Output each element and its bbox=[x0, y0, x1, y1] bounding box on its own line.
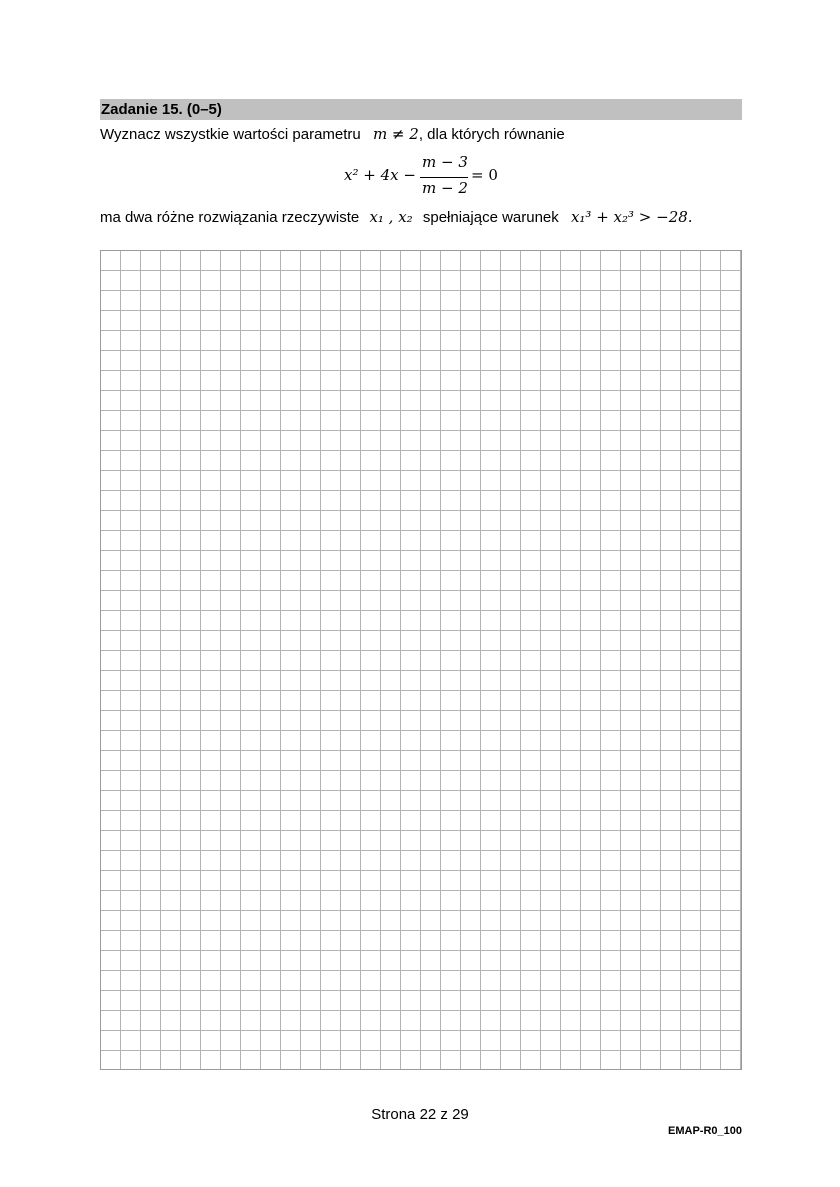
inequality: x₁³ + x₂³ > −28. bbox=[570, 208, 693, 226]
equation-numerator: m − 3 bbox=[422, 153, 468, 171]
page-number: Strona 22 z 29 bbox=[371, 1106, 469, 1123]
condition-text-before: ma dwa różne rozwiązania rzeczywiste bbox=[100, 209, 360, 226]
fraction-bar bbox=[420, 177, 468, 178]
equation-right: = 0 bbox=[471, 166, 498, 184]
task-intro-line bbox=[100, 125, 565, 143]
equation-denominator: m − 2 bbox=[422, 179, 468, 197]
parameter-condition: m ≠ 2 bbox=[372, 125, 419, 143]
exam-code: EMAP-R0_100 bbox=[668, 1125, 742, 1137]
roots: x₁ , x₂ bbox=[369, 208, 413, 226]
task-condition-line bbox=[100, 208, 693, 226]
task-title: Zadanie 15. (0–5) bbox=[100, 99, 742, 120]
condition-text-middle: spełniające warunek bbox=[422, 209, 559, 226]
answer-grid[interactable] bbox=[100, 250, 742, 1070]
intro-text-after: , dla których równanie bbox=[418, 126, 565, 143]
equation-left: x² + 4x − bbox=[344, 166, 416, 184]
intro-text-before: Wyznacz wszystkie wartości parametru bbox=[100, 126, 361, 143]
